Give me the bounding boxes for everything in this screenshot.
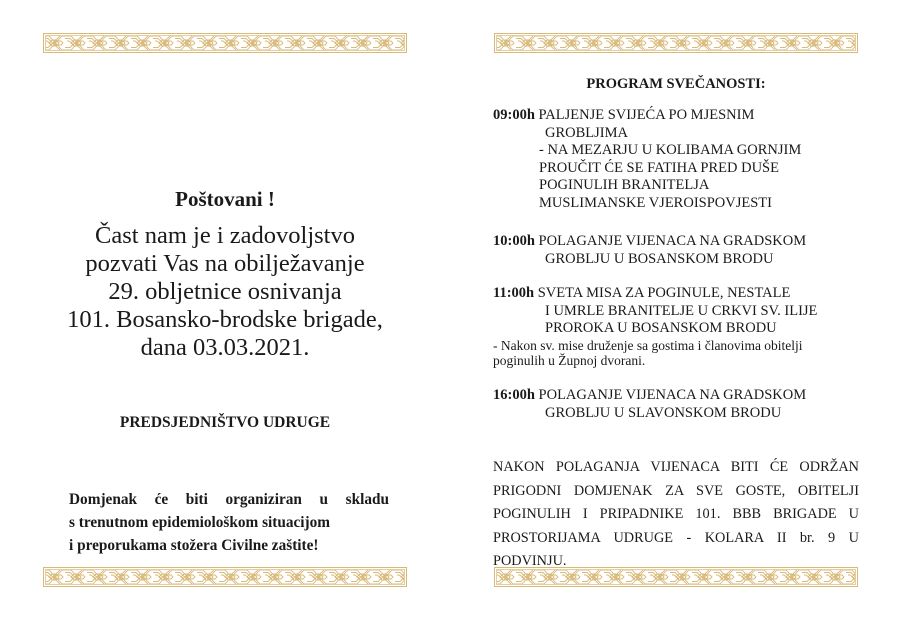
event-1000 [493, 233, 873, 268]
ornament-border-bottom [494, 567, 858, 587]
invitation-line: 101. Bosansko-brodske brigade, [67, 306, 383, 333]
event-line: MUSLIMANSKE VJEROISPOVJESTI [539, 194, 772, 211]
notice-line: i preporukama stožera Civilne zaštite! [69, 537, 319, 554]
event-line: GROBLJIMA [545, 124, 628, 141]
event-line: PROUČIT ĆE SE FATIHA PRED DUŠE [539, 159, 779, 176]
invitation-line: 29. obljetnice osnivanja [108, 278, 342, 305]
notice-line: s trenutnom epidemiološkom situacijom [69, 514, 331, 531]
event-time: 16:00h [493, 387, 535, 403]
event-note: poginulih u Župnoj dvorani. [493, 352, 646, 368]
event-time: 10:00h [493, 233, 535, 249]
invitation-line: Čast nam je i zadovoljstvo [95, 222, 355, 249]
event-note: - Nakon sv. mise druženje sa gostima i članovima obitelji [493, 337, 803, 353]
signature: PREDSJEDNIŠTVO UDRUGE [119, 414, 331, 431]
event-0900 [493, 107, 873, 212]
notice-line: Domjenak će biti organiziran u skladu [69, 491, 389, 508]
program-title: PROGRAM SVEČANOSTI: [586, 76, 766, 92]
event-line: POLAGANJE VIJENACA NA GRADSKOM [538, 387, 807, 403]
ornament-border-top [494, 33, 858, 53]
invitation-line: pozvati Vas na obilježavanje [85, 250, 365, 277]
ornament-border-top [43, 33, 407, 53]
event-line: POGINULIH BRANITELJA [539, 177, 710, 193]
covid-notice [69, 488, 389, 557]
event-time: 11:00h [493, 285, 535, 301]
greeting: Poštovani ! [175, 187, 275, 211]
event-line: POLAGANJE VIJENACA NA GRADSKOM [538, 233, 807, 249]
right-page [450, 0, 900, 621]
event-line: I UMRLE BRANITELJE U CRKVI SV. ILIJE [545, 302, 818, 319]
event-line: - NA MEZARJU U KOLIBAMA GORNJIM [539, 142, 802, 158]
event-1600 [493, 387, 873, 422]
event-line: GROBLJU U SLAVONSKOM BRODU [545, 404, 782, 421]
event-line: PROROKA U BOSANSKOM BRODU [545, 320, 777, 336]
event-time: 09:00h [493, 107, 535, 123]
event-1100 [493, 285, 873, 368]
event-line: GROBLJU U BOSANSKOM BRODU [545, 250, 774, 267]
event-line: PALJENJE SVIJEĆA PO MJESNIM [538, 107, 755, 123]
event-line: SVETA MISA ZA POGINULE, NESTALE [537, 285, 791, 301]
invitation-text [43, 222, 407, 362]
invitation-line: dana 03.03.2021. [140, 334, 310, 361]
ornament-border-bottom [43, 567, 407, 587]
closing-paragraph: NAKON POLAGANJA VIJENACA BITI ĆE ODRŽAN PRIGODNI DOMJENAK ZA SVE GOSTE, OBITELJI POGINULIH I PRIPADNIKE 101. BBB BRIGADE U PROSTORIJAMA UDRUGE - KOLARA II br. 9 U PODVINJU. [493, 459, 859, 569]
